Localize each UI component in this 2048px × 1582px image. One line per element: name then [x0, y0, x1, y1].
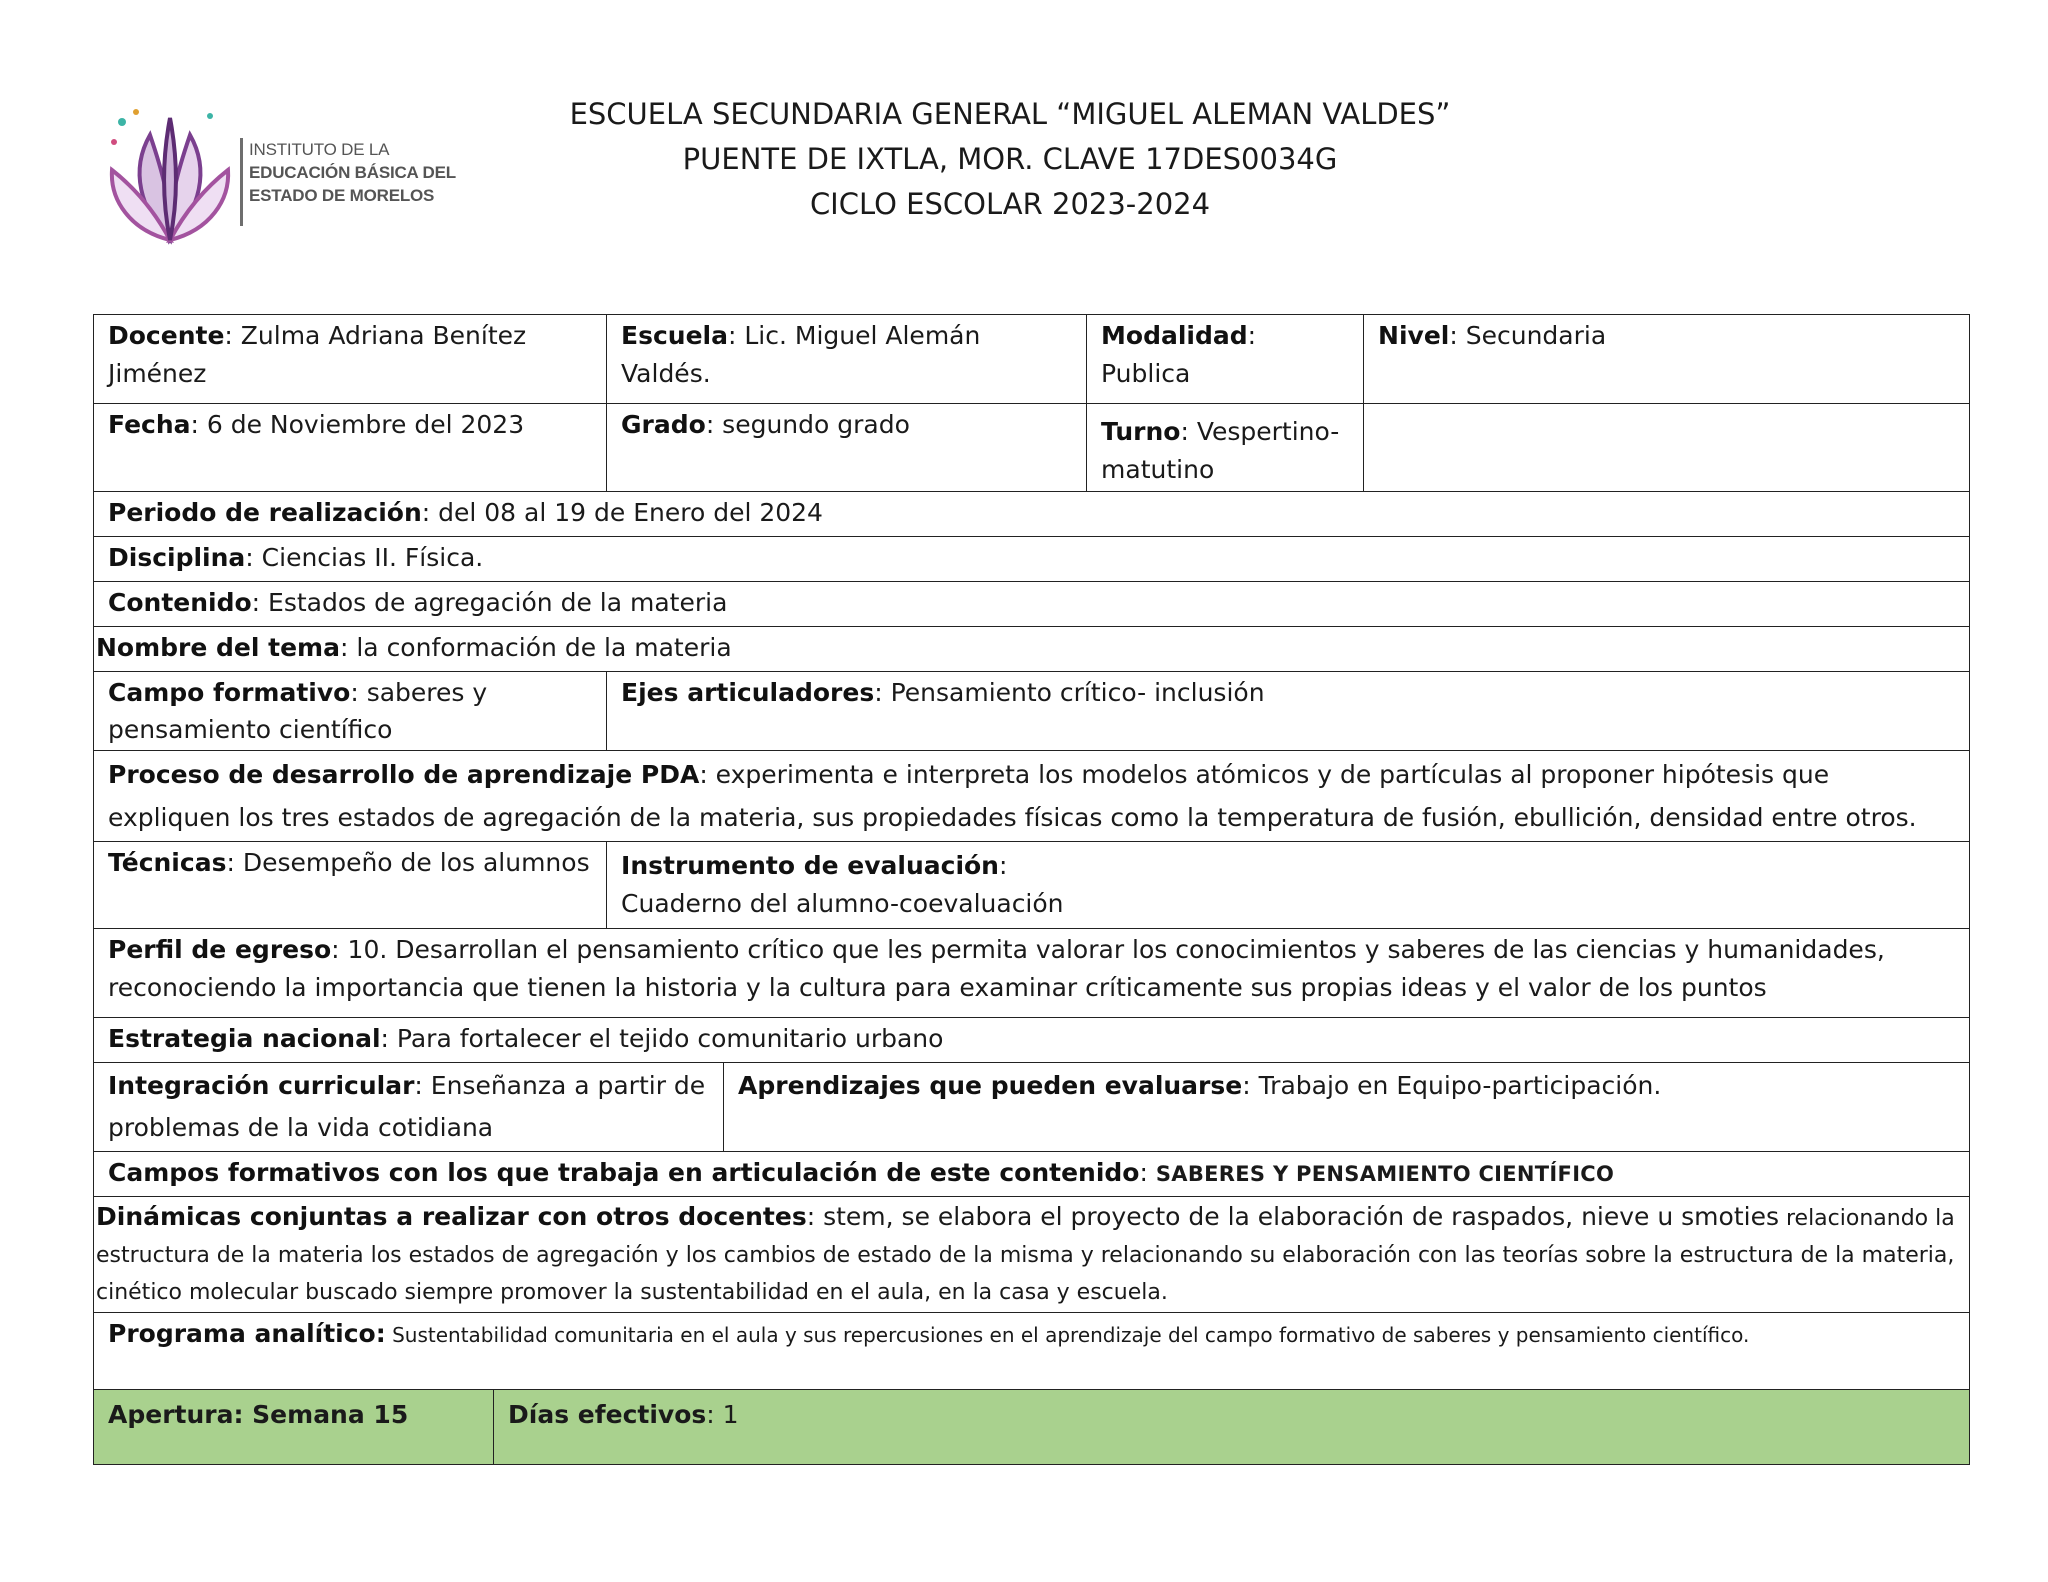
form-row-tecnicas: [94, 842, 1970, 929]
cell-pda: Proceso de desarrollo de aprendizaje PDA: experimenta e interpreta los modelos atómicos y de partículas al proponer hipótesis que expliquen los tres estados de agregación de la materia, sus propiedades físicas como la temperatura de fusión, ebullición, densidad entre otros.: [94, 751, 1970, 842]
planning-form: [93, 314, 1970, 1402]
cell-tecnicas: Técnicas: Desempeño de los alumnos: [94, 842, 607, 929]
form-row-tema: [94, 627, 1970, 672]
cell-programa: Programa analítico: Sustentabilidad comunitaria en el aula y sus repercusiones en el aprendizaje del campo formativo de saberes y pensamiento científico.: [94, 1313, 1970, 1402]
cell-docente: Docente: Zulma Adriana Benítez Jiménez: [94, 315, 607, 404]
logo-line-3: ESTADO DE MORELOS: [249, 186, 435, 205]
cell-modalidad: Modalidad: Publica: [1087, 315, 1364, 404]
school-cycle: CICLO ESCOLAR 2023-2024: [809, 187, 1211, 221]
instrumento-detail: Cuaderno del alumno-coevaluación: [621, 889, 1064, 918]
cell-dias-efectivos: Días efectivos: 1: [494, 1390, 1970, 1465]
cell-ejes: Ejes articuladores: Pensamiento crítico- inclusión: [607, 672, 1970, 751]
logo-line-2: EDUCACIÓN BÁSICA DEL: [249, 163, 456, 182]
lotus-logo-icon: [100, 100, 240, 250]
cell-grado: Grado: segundo grado: [607, 404, 1087, 492]
cell-integracion: Integración curricular: Enseñanza a partir de problemas de la vida cotidiana: [94, 1063, 724, 1152]
form-row-dinamicas: [94, 1197, 1970, 1313]
cell-contenido: Contenido: Estados de agregación de la materia: [94, 582, 1970, 627]
form-row-campo: [94, 672, 1970, 751]
cell-tema: Nombre del tema: la conformación de la materia: [94, 627, 1970, 672]
cell-campos-articulacion: Campos formativos con los que trabaja en articulación de este contenido: SABERES Y PENSAMIENTO CIENTÍFICO: [94, 1152, 1970, 1197]
cell-nivel: Nivel: Secundaria: [1364, 315, 1970, 404]
form-row-periodo: [94, 492, 1970, 537]
cell-escuela: Escuela: Lic. Miguel Alemán Valdés.: [607, 315, 1087, 404]
institute-logo: [100, 100, 472, 250]
cell-empty: [1364, 404, 1970, 492]
cell-aprendizajes: Aprendizajes que pueden evaluarse: Trabajo en Equipo-participación.: [724, 1063, 1970, 1152]
document-header: [560, 92, 1460, 227]
form-row-campos-articulacion: [94, 1152, 1970, 1197]
form-row-contenido: [94, 582, 1970, 627]
cell-fecha: Fecha: 6 de Noviembre del 2023: [94, 404, 607, 492]
cell-dinamicas: Dinámicas conjuntas a realizar con otros docentes: stem, se elabora el proyecto de la elaboración de raspados, nieve u smoties relacionando la estructura de la materia los estados de agregación y los cambios de estado de la misma y relacionando su elaboración con las teorías sobre la estructura de la materia, cinético molecular buscado siempre promover la sustentabilidad en el aula, en la casa y escuela.: [94, 1197, 1970, 1313]
school-name: ESCUELA SECUNDARIA GENERAL “MIGUEL ALEMAN VALDES”: [569, 97, 1451, 131]
cell-turno: Turno: Vespertino- matutino: [1087, 404, 1364, 492]
cell-estrategia: Estrategia nacional: Para fortalecer el tejido comunitario urbano: [94, 1018, 1970, 1063]
form-row-disciplina: [94, 537, 1970, 582]
cell-campo-formativo: Campo formativo: saberes y pensamiento científico: [94, 672, 607, 751]
campos-articulacion-caps: SABERES Y PENSAMIENTO CIENTÍFICO: [1155, 1162, 1615, 1186]
cell-instrumento: Instrumento de evaluación: Cuaderno del alumno-coevaluación: [607, 842, 1970, 929]
cell-apertura: Apertura: Semana 15: [94, 1390, 494, 1465]
cell-periodo: Periodo de realización: del 08 al 19 de Enero del 2024: [94, 492, 1970, 537]
school-location: PUENTE DE IXTLA, MOR. CLAVE 17DES0034G: [682, 142, 1338, 176]
form-row-estrategia: [94, 1018, 1970, 1063]
form-row-pda: [94, 751, 1970, 842]
cell-disciplina: Disciplina: Ciencias II. Física.: [94, 537, 1970, 582]
logo-line-1: INSTITUTO DE LA: [249, 140, 390, 159]
form-row-integracion: [94, 1063, 1970, 1152]
form-row-perfil: [94, 929, 1970, 1018]
form-row-docente: [94, 315, 1970, 404]
opening-table: [93, 1389, 1970, 1465]
cell-perfil: Perfil de egreso: 10. Desarrollan el pensamiento crítico que les permita valorar los conocimientos y saberes de las ciencias y humanidades, reconociendo la importancia que tienen la historia y la cultura para examinar críticamente sus propias ideas y el valor de los puntos: [94, 929, 1970, 1018]
form-row-fecha: [94, 404, 1970, 492]
opening-row: [94, 1390, 1970, 1465]
logo-text: [240, 138, 468, 226]
